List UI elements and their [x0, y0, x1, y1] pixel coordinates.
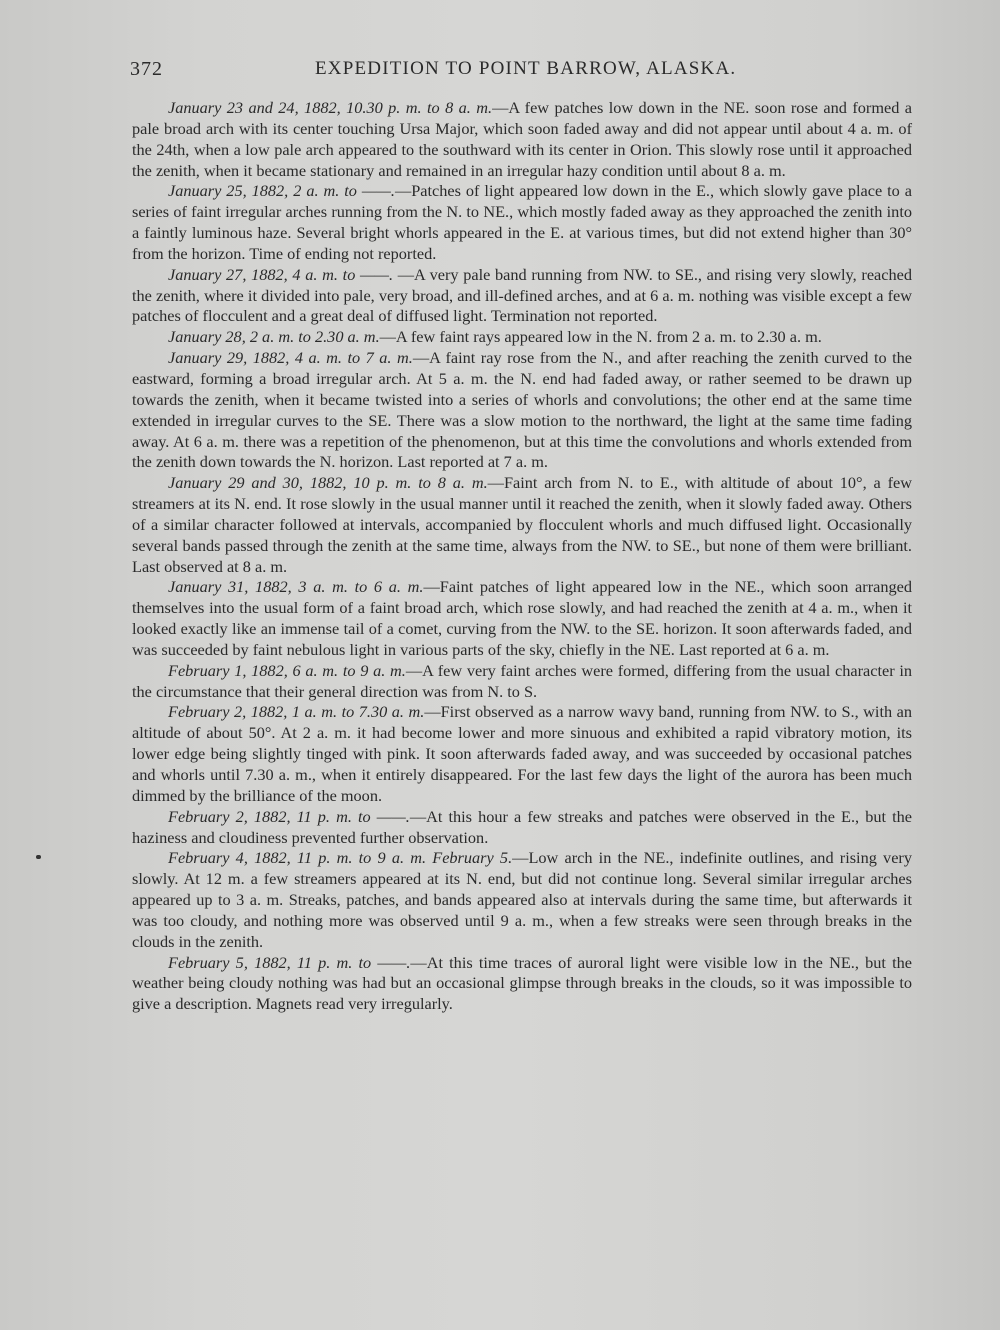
entry-text: —A faint ray rose from the N., and after reaching the zenith curved to the eastward, forming a broad irregular arch. At 5 a. m. the N. end had faded away, or rather seemed to be drawn up towards the zenith, when it became twisted into a series of whorls and convolutions; the other end at the same time extended in irregular curves to the SE. There was a slow motion to the northward, the light at the same time fading away. At 6 a. m. there was a repetition of the phenomenon, but at this time the convolutions and whorls extended from the zenith down towards the N. horizon. Last reported at 7 a. m. [132, 348, 912, 472]
entry-text: —A few faint rays appeared low in the N. from 2 a. m. to 2.30 a. m. [379, 327, 822, 347]
entry-feb-1 [132, 661, 912, 703]
entry-text: —A few very faint arches were formed, differing from the usual character in the circumstance that their general direction was from N. to S. [132, 660, 912, 701]
entry-text: —At this time traces of auroral light were visible low in the NE., but the weather being cloudy nothing was had but an occasional glimpse through breaks in the clouds, so it was impossible to give a description. Magnets read very irregularly. [132, 952, 912, 1014]
page-header [130, 58, 910, 88]
entry-text: —A few patches low down in the NE. soon rose and formed a pale broad arch with its center touching Ursa Major, which soon faded away and did not appear until about 4 a. m. of the 24th, when a low pale arch appeared to the southward with its center in Orion. This slowly rose until it approached the zenith, when it became stationary and remained in an irregular hazy condition until about 8 a. m. [132, 98, 912, 180]
entry-jan-28 [132, 327, 912, 348]
entry-text: —First observed as a narrow wavy band, running from NW. to S., with an altitude of about 50°. At 2 a. m. it had become lower and more sinuous and exhibited a rapid vibratory motion, its lower edge being slightly tinged with pink. It soon afterwards faded away, and was succeeded by occasional patches and whorls until 7.30 a. m., when it entirely disappeared. For the last few days the light of the aurora has been much dimmed by the brilliance of the moon. [132, 702, 912, 805]
entry-jan-29-30 [132, 473, 912, 577]
entry-text: —Faint patches of light appeared low in the NE., which soon arranged themselves into the usual form of a faint broad arch, which rose slowly, and had reached the zenith at 4 a. m., when it looked exactly like an immense tail of a comet, curving from the NW. to the SE. horizon. It soon afterwards faded, and was succeeded by faint nebulous light in various parts of the sky, chiefly in the NE. Last reported at 6 a. m. [132, 577, 912, 659]
entry-date-lead: January 28, 2 a. m. to 2.30 a. m. [168, 327, 380, 347]
page-number: 372 [130, 58, 163, 80]
entry-date-lead: January 23 and 24, 1882, 10.30 p. m. to 8 a. m. [168, 98, 493, 117]
entry-date-lead: January 29, 1882, 4 a. m. to 7 a. m. [168, 348, 413, 368]
entry-feb-5 [132, 953, 912, 1016]
body-text [132, 98, 912, 1015]
entry-text: —Patches of light appeared low down in the E., which slowly gave place to a series of faint irregular arches running from the N. to NE., which mostly faded away as they approached the zenith into a faintly luminous haze. Several bright whorls appeared in the E. at various times, but did not extend higher than 30° from the horizon. Time of ending not reported. [132, 181, 912, 263]
entry-date-lead: February 5, 1882, 11 p. m. to ——. [168, 952, 411, 972]
entry-date-lead: January 31, 1882, 3 a. m. to 6 a. m. [168, 577, 424, 597]
entry-date-lead: January 25, 1882, 2 a. m. to ——. [168, 181, 395, 201]
entry-date-lead: February 4, 1882, 11 p. m. to 9 a. m. February 5. [168, 848, 513, 868]
entry-text: —At this hour a few streaks and patches were observed in the E., but the haziness and cloudiness prevented further observation. [132, 806, 912, 847]
entry-text: —Low arch in the NE., indefinite outlines, and rising very slowly. At 12 m. a few streamers appeared at its N. end, but did not continue long. Several similar irregular arches appeared up to 3 a. m. Streaks, patches, and bands appeared also at intervals during the same time, but afterwards it was too cloudy, and nothing more was observed until 9 a. m., when a few streaks were seen through breaks in the clouds in the zenith. [132, 848, 912, 951]
entry-date-lead: January 27, 1882, 4 a. m. to ——. [168, 264, 394, 284]
entry-jan-27 [132, 265, 912, 328]
entry-text: —A very pale band running from NW. to SE., and rising very slowly, reached the zenith, where it divided into pale, very broad, and ill-defined arches, and at 6 a. m. nothing was visible except a few patches of flocculent and a great deal of diffused light. Termination not reported. [132, 264, 913, 326]
entry-date-lead: February 2, 1882, 11 p. m. to ——. [168, 806, 410, 826]
entry-date-lead: February 1, 1882, 6 a. m. to 9 a. m. [168, 660, 406, 680]
entry-jan-25 [132, 181, 912, 264]
entry-date-lead: February 2, 1882, 1 a. m. to 7.30 a. m. [168, 702, 425, 722]
entry-text: —Faint arch from N. to E., with altitude of about 10°, a few streamers at its N. end. It rose slowly in the usual manner until it reached the zenith, when it slowly faded away. Others of a similar character followed at intervals, accompanied by flocculent whorls and much diffused light. Occasionally several bands passed through the zenith at the same time, always from the NW. to SE., but none of them were brilliant. Last observed at 8 a. m. [132, 473, 912, 576]
entry-feb-2-morning [132, 702, 912, 806]
entry-jan-23-24 [132, 98, 912, 181]
entry-feb-2-night [132, 807, 912, 849]
running-head: EXPEDITION TO POINT BARROW, ALASKA. [315, 58, 737, 79]
entry-date-lead: January 29 and 30, 1882, 10 p. m. to 8 a. m. [168, 473, 488, 493]
entry-feb-4 [132, 848, 912, 952]
margin-ink-mark [36, 855, 41, 859]
entry-jan-29 [132, 348, 912, 473]
entry-jan-31 [132, 577, 912, 660]
